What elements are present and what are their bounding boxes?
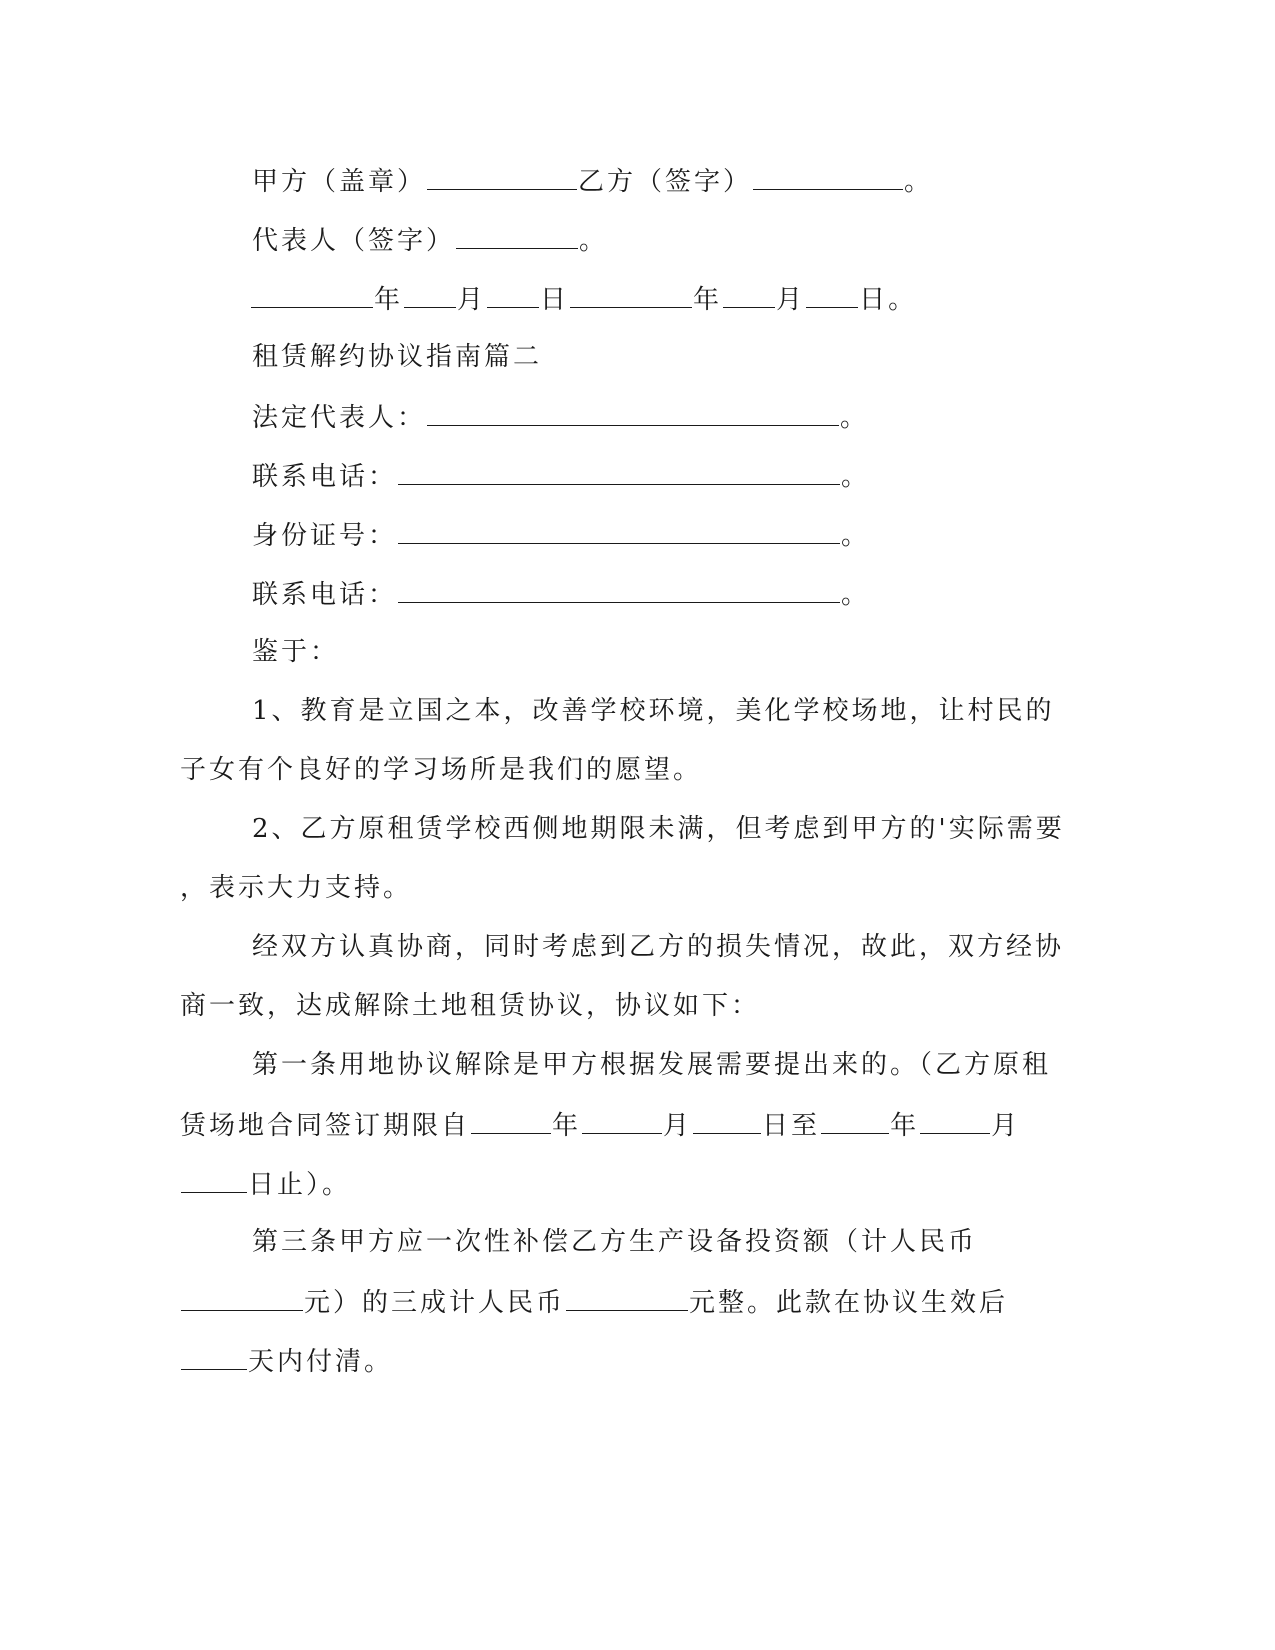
- start-day-blank: [693, 1107, 761, 1134]
- article1-end: 日止）。: [248, 1170, 352, 1200]
- representative-line: [252, 222, 608, 258]
- item2-line2: ，表示大力支持。: [180, 873, 413, 903]
- period: 。: [904, 167, 934, 197]
- phone-line-2: [252, 576, 870, 612]
- compensation-amount-blank: [566, 1284, 688, 1311]
- days-blank: [181, 1343, 247, 1370]
- article1-line2: [180, 1107, 1020, 1143]
- id-label: 身份证号：: [252, 521, 398, 551]
- day-to-label: 日至: [762, 1111, 821, 1141]
- article1-prefix: 赁场地合同签订期限自: [180, 1111, 471, 1141]
- party-b-blank: [753, 163, 903, 190]
- start-year-blank: [471, 1107, 551, 1134]
- consult-line2: 商一致，达成解除土地租赁协议，协议如下：: [180, 991, 761, 1021]
- day-blank: [806, 281, 858, 308]
- end-month-blank: [920, 1107, 990, 1134]
- period: 。: [841, 521, 871, 551]
- section-title: 租赁解约协议指南篇二: [252, 342, 543, 372]
- phone-line: [252, 458, 870, 494]
- period: 。: [579, 226, 609, 256]
- article3-line2: [180, 1284, 1008, 1320]
- party-a-blank: [427, 163, 577, 190]
- representative-label: 代表人（签字）: [252, 226, 456, 256]
- legal-rep-label: 法定代表人：: [252, 403, 427, 433]
- item1-line1: 1、教育是立国之本，改善学校环境，美化学校场地，让村民的: [252, 696, 1055, 726]
- year-blank: [570, 281, 692, 308]
- phone-blank: [398, 458, 840, 485]
- period: 。: [841, 462, 871, 492]
- article1-line3: [180, 1166, 351, 1202]
- day-label: 日: [540, 285, 570, 315]
- legal-rep-blank: [427, 399, 839, 426]
- period: 。: [841, 580, 871, 610]
- month-blank: [723, 281, 775, 308]
- year-label: 年: [890, 1111, 920, 1141]
- end-year-blank: [821, 1107, 889, 1134]
- consult-line1: 经双方认真协商，同时考虑到乙方的损失情况，故此，双方经协: [252, 932, 1065, 962]
- year-label: 年: [552, 1111, 582, 1141]
- signature-line: [252, 163, 933, 199]
- article3-line1: 第三条甲方应一次性补偿乙方生产设备投资额（计人民币: [252, 1227, 978, 1257]
- phone-label-2: 联系电话：: [252, 580, 398, 610]
- investment-amount-blank: [181, 1284, 303, 1311]
- party-b-sign-label: 乙方（签字）: [578, 167, 753, 197]
- id-line: [252, 517, 870, 553]
- month-label: 月: [457, 285, 487, 315]
- end-day-blank: [181, 1166, 247, 1193]
- year-label: 年: [693, 285, 723, 315]
- start-month-blank: [582, 1107, 662, 1134]
- month-blank: [404, 281, 456, 308]
- article1-line1: 第一条用地协议解除是甲方根据发展需要提出来的。（乙方原租: [252, 1050, 1052, 1080]
- phone-label: 联系电话：: [252, 462, 398, 492]
- day-label-end: 日。: [859, 285, 918, 315]
- article3-mid: 元）的三成计人民币: [304, 1288, 566, 1318]
- day-blank: [487, 281, 539, 308]
- year-blank: [251, 281, 373, 308]
- month-label: 月: [776, 285, 806, 315]
- phone-blank-2: [398, 576, 840, 603]
- period: 。: [840, 403, 870, 433]
- item1-line2: 子女有个良好的学习场所是我们的愿望。: [180, 755, 703, 785]
- party-a-seal-label: 甲方（盖章）: [252, 167, 427, 197]
- month-label: 月: [663, 1111, 693, 1141]
- year-label: 年: [374, 285, 404, 315]
- month-label: 月: [991, 1111, 1021, 1141]
- item2-line1: 2、乙方原租赁学校西侧地期限未满，但考虑到甲方的'实际需要: [252, 814, 1065, 844]
- legal-rep-line: [252, 399, 869, 435]
- article3-tail: 元整。此款在协议生效后: [689, 1288, 1009, 1318]
- article3-end: 天内付清。: [248, 1347, 394, 1377]
- representative-blank: [456, 222, 578, 249]
- date-line: [250, 281, 917, 317]
- whereas-heading: 鉴于：: [252, 637, 340, 667]
- article3-line3: [180, 1343, 393, 1379]
- id-blank: [398, 517, 840, 544]
